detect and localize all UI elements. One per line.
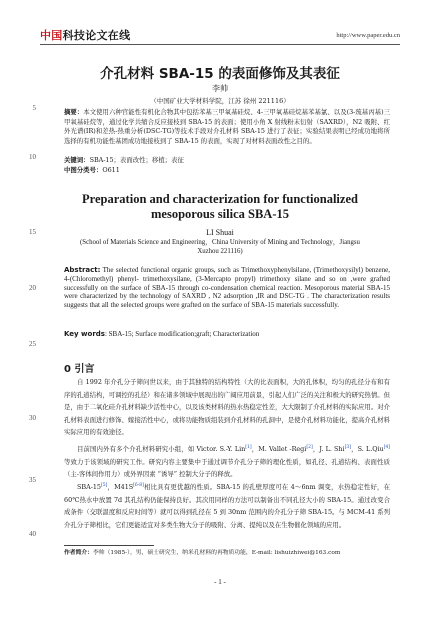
english-title-line: mesoporous silica SBA-15 <box>151 207 289 221</box>
line-number: 30 <box>29 414 36 422</box>
english-author: LI Shuai <box>206 228 234 237</box>
chinese-keywords <box>64 156 390 166</box>
chinese-abstract <box>64 108 390 146</box>
line-number: 20 <box>29 284 36 292</box>
text-run: 相比具有更优越的性质。SBA-15 的孔壁厚度可在 4～6nm 调变，水热稳定性好，在 60℃热水中放置 7d 其孔结构仍能保持良好。其次用同样的方法可以制备出不同孔径大小的 SBA-15。通过改变合成条件（交联温度和反应时间等）就可以得到孔径在 5 到 30nm 范围内的介孔分子筛 SBA-15。与 MCM-41 系列介孔分子筛相比，它们更能适宜对多类生物大分子的吸附、分离、提纯以及在生物催化领域的应用。 <box>64 483 390 529</box>
line-number: 5 <box>32 104 36 112</box>
chinese-affiliation: （中国矿业大学材料学院，江苏 徐州 221116） <box>150 97 290 105</box>
line-number: 25 <box>29 340 36 348</box>
text-run: 目前国内外有多个介孔材料研究小组，如 Victor. S.-Y. Lin <box>77 445 246 454</box>
abstract-label: 摘要： <box>64 108 84 116</box>
citation-link[interactable]: [4] <box>383 445 391 450</box>
english-affiliation: (School of Materials Science and Engineering，China University of Mining and Technology，Jiangsu Xuzhou 221116) <box>80 239 360 255</box>
intro-paragraph <box>64 442 390 481</box>
section-heading: 0 引言 <box>64 364 95 375</box>
citation-link[interactable]: [2] <box>306 445 313 450</box>
journal-header <box>0 0 440 42</box>
abstract-text: 本文使用六种官能性有机化合物其中包括苯基三甲氧基硅烷、4-三甲氧基硅烷基苯基氯、以及(3-巯基丙基)三甲氧基硅烷等，通过化学共缩合反应接枝到 SBA-15 的表面；使用小角 X 射线粉末衍射（SAXRD），N2 吸附、红外光谱(IR)和差热-热重分析(DSC-TG)等技术手段对介孔材料 SBA-15 进行了表征；实验结果表明已经成功地将所选择的有机功能性基团成功地接枝到了 SBA-15 的表面，实现了对材料表面改性之目的。 <box>64 108 390 145</box>
author-footnote <box>64 549 390 557</box>
citation-link[interactable]: [6-8] <box>133 483 144 488</box>
text-run: ，S. L.Qiu <box>350 445 384 454</box>
footnote-label: 作者简介： <box>64 550 93 556</box>
clc-text: O611 <box>102 166 120 174</box>
footnote-text: 李帅（1985-），男，硕士研究生，纳米孔材料的再物质功能，E-mail: lishuizhiwei@163.com <box>93 550 341 556</box>
chinese-author: 李帅 <box>212 84 228 93</box>
english-title <box>0 192 440 222</box>
chinese-clc <box>64 166 390 176</box>
journal-logo[interactable] <box>40 28 130 42</box>
intro-paragraph <box>64 480 390 532</box>
keywords-text: SBA-15；表面改性；移植；表征 <box>89 156 184 164</box>
page-number: - 1 - <box>214 578 226 586</box>
header-rule <box>40 44 400 45</box>
logo-red-text: 中国 <box>40 29 63 42</box>
english-title-line: Preparation and characterization for functionalized <box>82 192 358 206</box>
keywords-text: : SBA-15; Surface modification;graft; Characterization <box>104 330 260 338</box>
text-run: ，J. L. Shi <box>312 445 345 454</box>
text-run: ，M41S <box>107 483 134 492</box>
english-abstract <box>64 266 390 310</box>
line-number: 35 <box>29 476 36 484</box>
text-run: SBA-15 <box>77 483 101 492</box>
journal-url[interactable]: http://www.paper.edu.cn <box>336 32 400 39</box>
abstract-text: The selected functional organic groups, such as Trimethoxyphenylsilane, (Trimethoxysilyl) benzene, 4-(Chloromethyl) phenyl- trimethoxysilane, (3-Mercapto propyl) trimethoxy silane and so on ,were grafted successfully on the surface of SBA-15 through co-condensation chemical reaction. Mesoporous material SBA-15 were characterized by the technology of SAXRD , N2 adsorption ,IR and DSC-TG . The characterization results suggests that all the selected groups were grafted on the surface of SBA-15 materials successfully. <box>64 266 391 310</box>
line-number: 15 <box>29 228 36 236</box>
english-keywords <box>64 330 390 339</box>
chinese-title: 介孔材料 SBA-15 的表面修饰及其表征 <box>100 66 340 82</box>
text-run: 等致力于该领域的研究工作。研究内容主要集中于通过调节介孔分子筛的理化性质，如孔径、孔道结构、表面性质（主-客体间作用力）或外界因素 “诱导” 控制大分子的释放。 <box>64 457 390 479</box>
keywords-label: Key words <box>64 330 105 338</box>
keywords-label: 关键词： <box>64 156 90 164</box>
citation-link[interactable]: [5] <box>100 483 108 488</box>
clc-label: 中图分类号： <box>64 166 103 174</box>
citation-link[interactable]: [1] <box>245 445 252 450</box>
abstract-label: Abstract: <box>64 266 101 274</box>
footnote-rule <box>64 545 154 546</box>
logo-dark-text: 科技论文在线 <box>62 29 131 42</box>
line-number: 10 <box>29 153 36 161</box>
intro-paragraph: 自 1992 年介孔分子筛问世以来，由于其独特的结构特性（大的比表面积，大的孔体积，均匀的孔径分布和有序的孔道结构，可调控的孔径）和在诸多领域中展现出的广阔应用前景，引起人们广泛的关注和极大的研究热情。但是，由于二氧化硅介孔材料缺少活性中心，以及该类材料的热水热稳定性差，大大限制了介孔材料的实际应用。对介孔材料表面进行修饰、嫁接活性中心，或将功能物质组装到介孔材料的孔洞中，是使介孔材料功能化，提高介孔材料实际应用的有效途径。 <box>64 378 390 437</box>
line-number: 40 <box>29 530 36 538</box>
citation-link[interactable]: [3] <box>344 445 351 450</box>
text-run: ，M. Vallet -Regi <box>251 445 307 454</box>
